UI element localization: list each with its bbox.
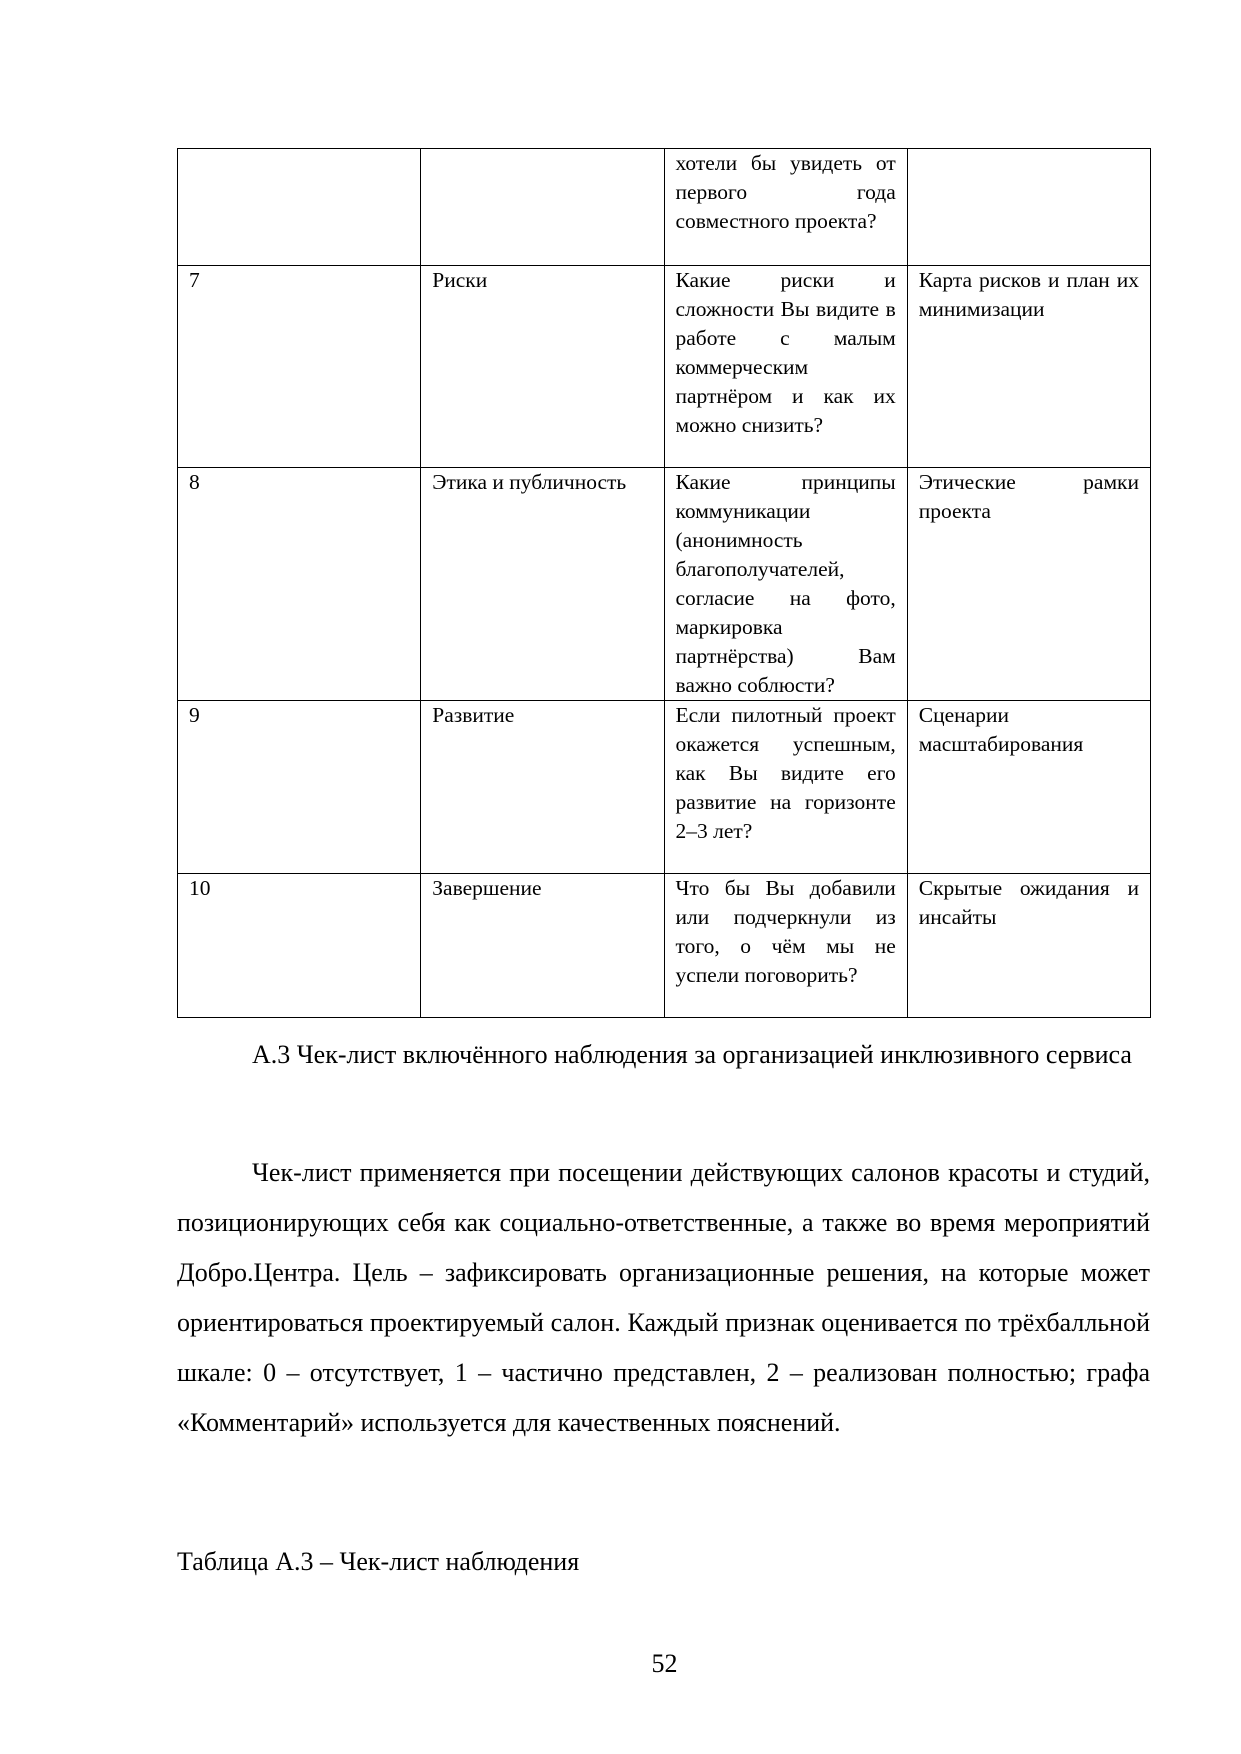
- cell-question: Какие риски и сложности Вы видите в работе с малым коммерческим партнёром и как их можно снизить?: [664, 266, 907, 468]
- cell-topic: Риски: [421, 266, 664, 468]
- cell-topic: Завершение: [421, 874, 664, 1018]
- table-row: [178, 266, 1151, 468]
- table-row: [178, 149, 1151, 266]
- cell-topic: Развитие: [421, 701, 664, 874]
- cell-question: хотели бы увидеть от первого года совместного проекта?: [664, 149, 907, 266]
- cell-topic: [421, 149, 664, 266]
- cell-result: Карта рисков и план их минимизации: [907, 266, 1150, 468]
- cell-question: Если пилотный проект окажется успешным, как Вы видите его развитие на горизонте 2–3 лет?: [664, 701, 907, 874]
- cell-number: 7: [178, 266, 421, 468]
- body-paragraph: Чек-лист применяется при посещении действующих салонов красоты и студий, позиционирующих себя как социально-ответственные, а также во время мероприятий Добро.Центра. Цель – зафиксировать организационные решения, на которые может ориентироваться проектируемый салон. Каждый признак оценивается по трёхбалльной шкале: 0 – отсутствует, 1 – частично представлен, 2 – реализован полностью; графа «Комментарий» используется для качественных пояснений.: [177, 1158, 1150, 1437]
- cell-result: [907, 149, 1150, 266]
- cell-number: 10: [178, 874, 421, 1018]
- cell-result: Скрытые ожидания и инсайты: [907, 874, 1150, 1018]
- interview-guide-table: [177, 148, 1151, 1018]
- cell-question: Что бы Вы добавили или подчеркнули из того, о чём мы не успели поговорить?: [664, 874, 907, 1018]
- section-heading: А.3 Чек-лист включённого наблюдения за организацией инклюзивного сервиса: [252, 1040, 1132, 1069]
- cell-question: Какие принципы коммуникации (анонимность благополучателей, согласие на фото, маркировка партнёрства) Вам важно соблюсти?: [664, 468, 907, 701]
- table-row: [178, 874, 1151, 1018]
- cell-result: Сценарии масштабирования: [907, 701, 1150, 874]
- cell-number: 8: [178, 468, 421, 701]
- cell-result: Этические рамки проекта: [907, 468, 1150, 701]
- page-number: 52: [651, 1649, 678, 1678]
- table-row: [178, 701, 1151, 874]
- cell-topic: Этика и публичность: [421, 468, 664, 701]
- cell-number: [178, 149, 421, 266]
- table-caption: Таблица А.3 – Чек-лист наблюдения: [177, 1547, 580, 1576]
- table-row: [178, 468, 1151, 701]
- cell-number: 9: [178, 701, 421, 874]
